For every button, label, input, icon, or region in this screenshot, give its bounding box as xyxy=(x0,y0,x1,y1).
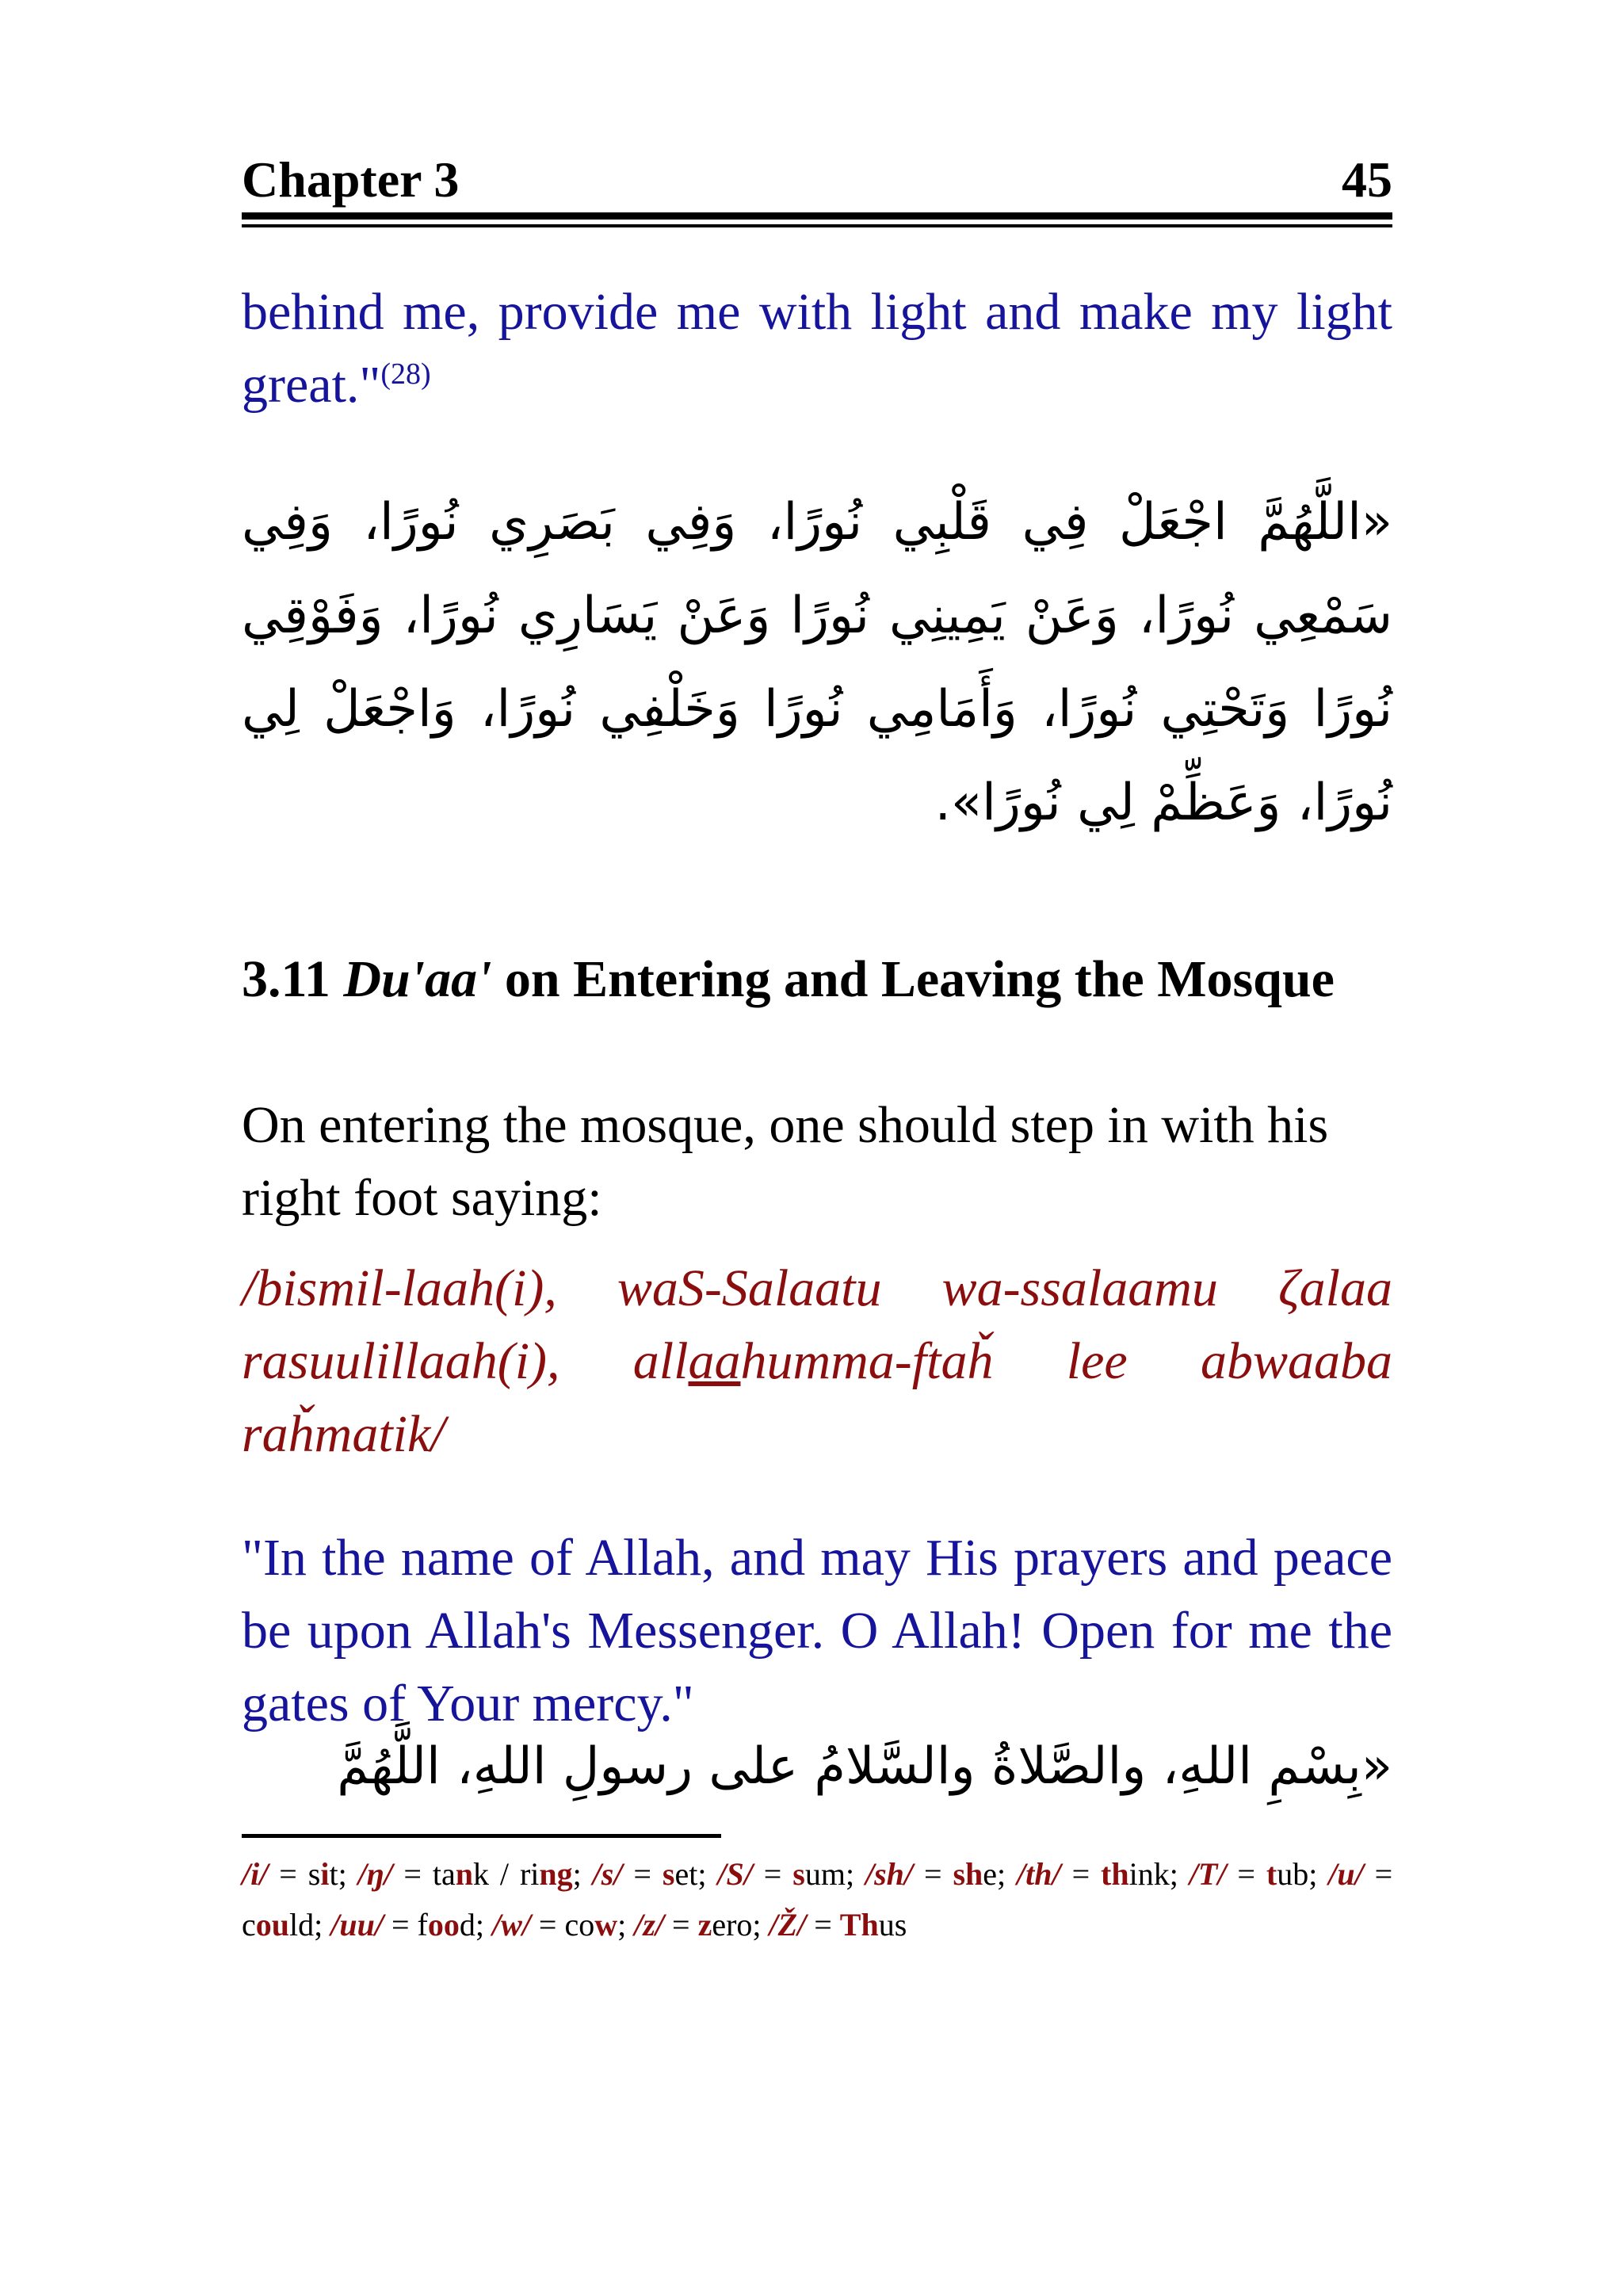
continued-translation xyxy=(242,276,1392,422)
key-entry: /ŋ/ = tank / ring; xyxy=(357,1856,582,1892)
key-entry: /sh/ = she; xyxy=(865,1856,1006,1892)
transliteration xyxy=(242,1252,1392,1471)
key-entry: /S/ = sum; xyxy=(717,1856,855,1892)
continued-translation-text: behind me, provide me with light and make my light great." xyxy=(242,283,1392,414)
key-entry: /z/ = zero; xyxy=(634,1907,762,1943)
transliteration-underlined: aa xyxy=(688,1332,741,1390)
section-heading xyxy=(242,943,1392,1016)
header-rule-thick xyxy=(242,212,1392,220)
running-header xyxy=(242,151,1392,209)
instruction-paragraph: On entering the mosque, one should step in with his right foot saying: xyxy=(242,1096,1329,1227)
section-term: Du'aa' xyxy=(343,950,492,1008)
header-rule-thin xyxy=(242,224,1392,227)
translation-paragraph: "In the name of Allah, and may His prayers and peace be upon Allah's Messenger. O Allah! Open for me the gates of Your mercy." xyxy=(242,1529,1392,1733)
page-number: 45 xyxy=(1342,151,1392,208)
arabic-dua-light: «اللَّهُمَّ اجْعَلْ فِي قَلْبِي نُورًا، وَفِي بَصَرِي نُورًا، وَفِي سَمْعِي نُورًا، وَعَنْ يَمِينِي نُورًا وَعَنْ يَسَارِي نُورًا، وَفَوْقِي نُورًا وَتَحْتِي نُورًا، وَأَمَامِي نُورًا وَخَلْفِي نُورًا، وَاجْعَلْ لِي نُورًا، وَعَظِّمْ لِي نُورًا». xyxy=(242,493,1392,832)
key-entry: /s/ = set; xyxy=(592,1856,707,1892)
key-entry: /w/ = cow; xyxy=(491,1907,627,1943)
key-entry: /Ž/ = Thus xyxy=(769,1907,907,1943)
arabic-dua-mosque: «بِسْمِ اللهِ، والصَّلاةُ والسَّلامُ على رسولِ اللهِ، اللَّهُمَّ xyxy=(337,1737,1392,1796)
key-entry: /u/ = could; xyxy=(242,1856,1393,1943)
transliteration-part-2: humma-ftaȟ lee abwaaba raȟmatik/ xyxy=(242,1332,1392,1463)
key-entry: /T/ = tub; xyxy=(1189,1856,1318,1892)
chapter-label: Chapter 3 xyxy=(242,151,460,208)
section-number: 3.11 xyxy=(242,950,330,1008)
footnote-reference: (28) xyxy=(380,357,431,391)
transliteration-part-1: /bismil-laah(i), waS-Salaatu wa-ssalaamu ζalaa rasuulillaah(i), all xyxy=(242,1259,1392,1390)
section-title-text: on Entering and Leaving the Mosque xyxy=(504,950,1335,1008)
key-entry: /i/ = sit; xyxy=(242,1856,347,1892)
footnote-separator xyxy=(242,1834,721,1838)
key-entry: /th/ = think; xyxy=(1017,1856,1178,1892)
pronunciation-key xyxy=(242,1849,1392,1950)
key-entry: /uu/ = food; xyxy=(330,1907,484,1943)
